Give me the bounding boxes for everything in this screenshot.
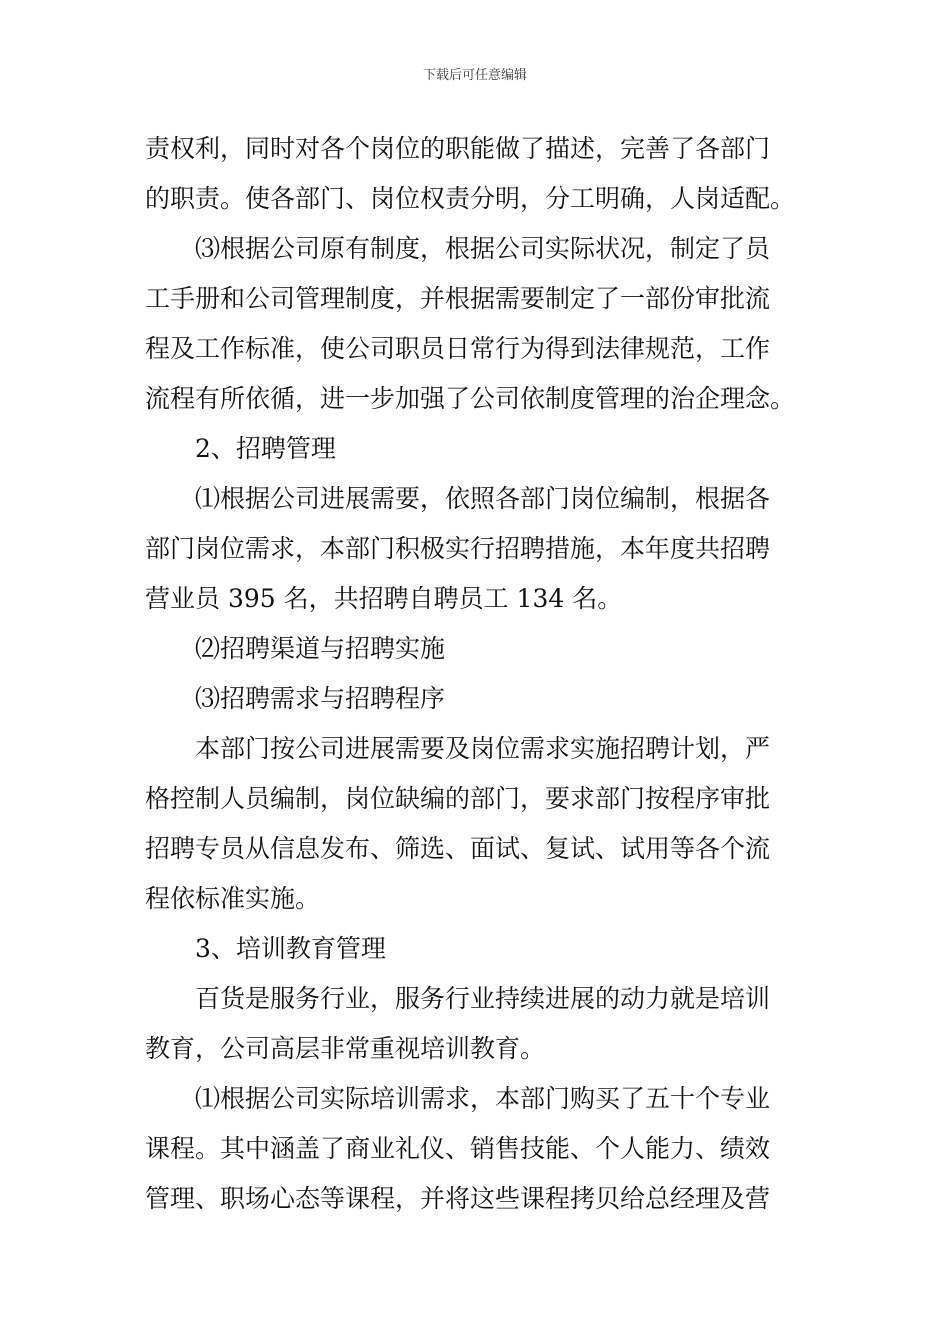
text-line: 工手册和公司管理制度，并根据需要制定了一部份审批流 (145, 284, 771, 313)
subheading: ⑵招聘渠道与招聘实施 (195, 634, 446, 663)
text-line: 程及工作标准，使公司职员日常行为得到法律规范，工作 (145, 334, 771, 363)
text-line: 的职责。使各部门、岗位权责分明，分工明确，人岗适配。 (145, 184, 796, 213)
text-line: 部门岗位需求，本部门积极实行招聘措施，本年度共招聘 (145, 534, 771, 563)
section-heading: 2、招聘管理 (195, 434, 336, 463)
subheading: ⑶招聘需求与招聘程序 (195, 684, 446, 713)
text-line: 课程。其中涵盖了商业礼仪、销售技能、个人能力、绩效 (145, 1134, 771, 1163)
paragraph-start: 本部门按公司进展需要及岗位需求实施招聘计划，严 (195, 734, 771, 763)
page-header: 下载后可任意编辑 (422, 68, 527, 83)
text-line: 招聘专员从信息发布、筛选、面试、复试、试用等各个流 (145, 834, 771, 863)
paragraph-start: ⑴根据公司实际培训需求，本部门购买了五十个专业 (195, 1084, 771, 1113)
document-body (145, 124, 810, 1224)
section-heading: 3、培训教育管理 (195, 934, 386, 963)
text-line: 格控制人员编制，岗位缺编的部门，要求部门按程序审批 (145, 784, 771, 813)
text-line: 责权利，同时对各个岗位的职能做了描述，完善了各部门 (145, 134, 771, 163)
paragraph-start: ⑶根据公司原有制度，根据公司实际状况，制定了员 (195, 234, 771, 263)
text-line: 程依标准实施。 (145, 884, 321, 913)
paragraph-start: ⑴根据公司进展需要，依照各部门岗位编制，根据各 (195, 484, 771, 513)
text-line: 管理、职场心态等课程，并将这些课程拷贝给总经理及营 (145, 1184, 771, 1213)
text-line: 教育，公司高层非常重视培训教育。 (145, 1034, 546, 1063)
text-line: 流程有所依循，进一步加强了公司依制度管理的治企理念。 (145, 384, 796, 413)
paragraph-start: 百货是服务行业，服务行业持续进展的动力就是培训 (195, 984, 771, 1013)
text-line: 营业员 395 名，共招聘自聘员工 134 名。 (145, 584, 623, 613)
